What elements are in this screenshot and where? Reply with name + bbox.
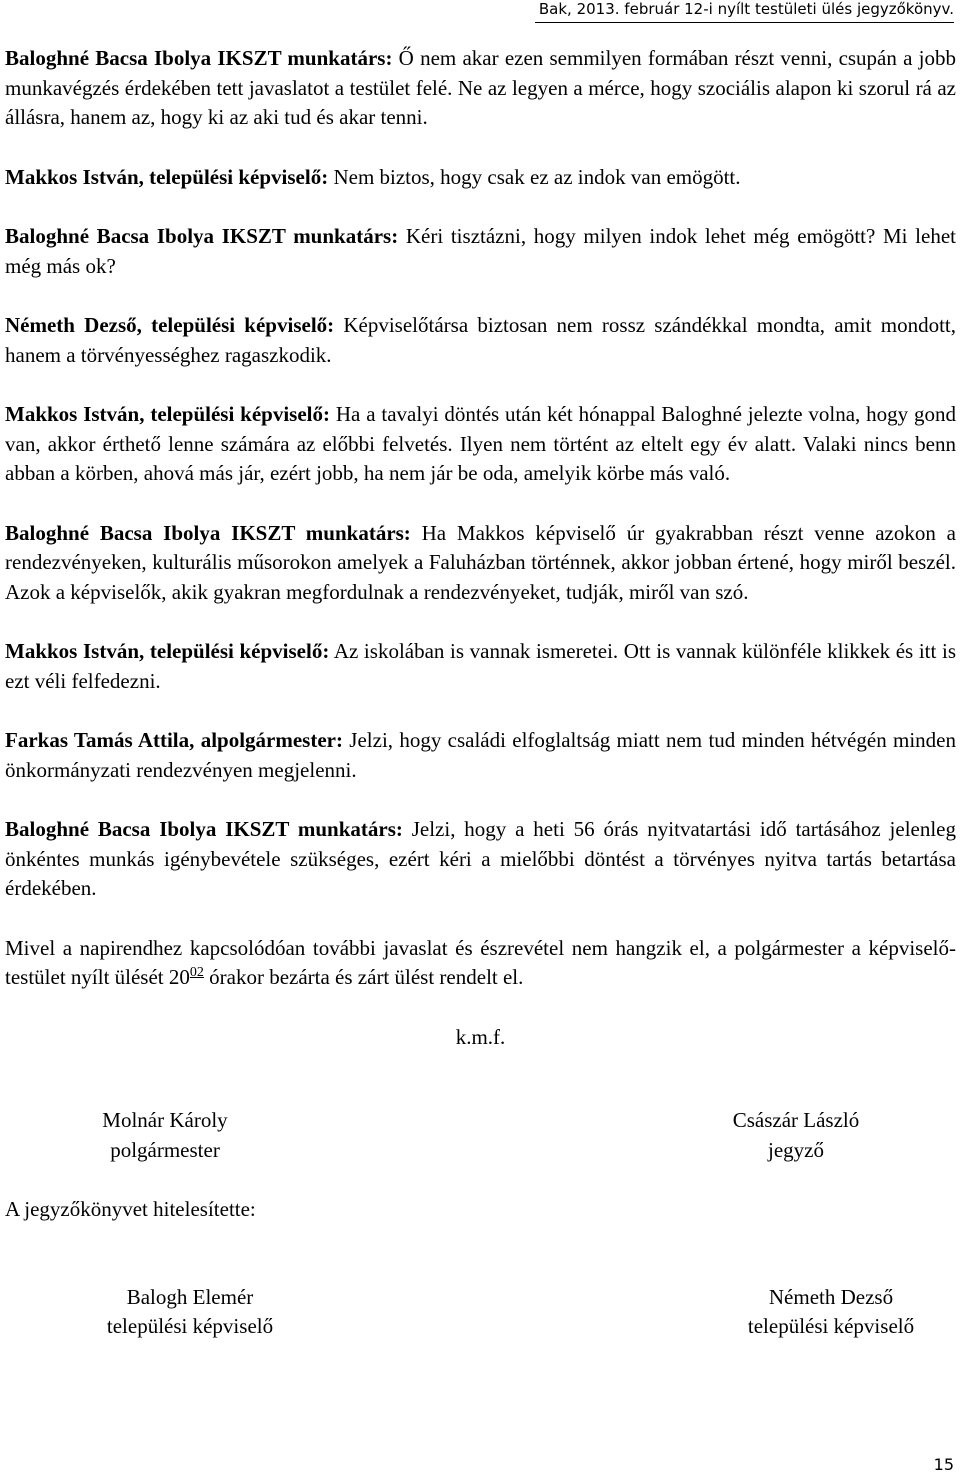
signature-notary <box>636 1106 956 1165</box>
speaker-name: Farkas Tamás Attila, alpolgármester: <box>5 728 343 752</box>
paragraph <box>5 726 956 785</box>
closing-time-minutes: 02 <box>189 965 204 980</box>
signature-authenticator-1 <box>5 1283 375 1342</box>
paragraph <box>5 222 956 281</box>
paragraph <box>5 311 956 370</box>
closing-paragraph <box>5 934 956 993</box>
signature-mayor <box>5 1106 325 1165</box>
page-header: Bak, 2013. február 12-i nyílt testületi ülés jegyzőkönyv. <box>535 0 954 23</box>
paragraph <box>5 519 956 608</box>
signature-role: polgármester <box>110 1137 220 1162</box>
paragraph-text: Kéri tisztázni, hogy milyen indok lehet még emögött? Mi lehet még más ok? <box>5 224 956 278</box>
signature-name: Molnár Károly <box>102 1108 228 1132</box>
paragraph-text: Képviselőtársa biztosan nem rossz szándékkal mondta, amit mondott, hanem a törvényességhez ragaszkodik. <box>5 313 956 367</box>
paragraph <box>5 400 956 489</box>
document-body <box>5 44 956 1342</box>
authentication-signature-row <box>5 1283 956 1342</box>
paragraph-text: Ha Makkos képviselő úr gyakrabban részt venne azokon a rendezvényeken, kulturális műsorokon amelyek a Faluházban történnek, akkor jobban értené, hogy miről beszél. Azok a képviselők, akik gyakran megfordulnak a rendezvényeket, tudják, miről van szó. <box>5 520 956 604</box>
signature-name: Németh Dezső <box>768 1284 894 1309</box>
signature-row <box>5 1106 956 1165</box>
signature-role: települési képviselő <box>106 1314 274 1338</box>
paragraph <box>5 815 956 904</box>
signature-name: Császár László <box>732 1108 860 1132</box>
paragraph-text: Ő nem akar ezen semmilyen formában részt venni, csupán a jobb munkavégzés érdekében tett javaslatot a testület felé. Ne az legyen a mérce, hogy szociális alapon ki szorul rá az állásra, hanem az, hogy ki az aki tud és akar tenni. <box>5 46 956 129</box>
speaker-name: Baloghné Bacsa Ibolya IKSZT munkatárs: <box>5 46 393 70</box>
paragraph-text: Ha a tavalyi döntés után két hónappal Baloghné jelezte volna, hogy gond van, akkor érthető lenne számára az előbbi felvetés. Ilyen nem történt az eltelt egy év alatt. Valaki nincs benn abban a körben, ahová más jár, ezért jobb, ha nem jár be oda, amelyik körbe más való. <box>5 402 956 485</box>
closing-text-end: órakor bezárta és zárt ülést rendelt el. <box>203 965 524 989</box>
authentication-label: A jegyzőkönyvet hitelesítette: <box>5 1197 256 1221</box>
paragraph-text: Jelzi, hogy a heti 56 órás nyitvatartási idő tartásához jelenleg önkéntes munkás igénybevétele szükséges, ezért kéri a mielőbbi döntést a törvényes nyitva tartás betartása érdekében. <box>5 817 956 900</box>
signature-name: Balogh Elemér <box>126 1284 254 1309</box>
speaker-name: Németh Dezső, települési képviselő: <box>5 313 335 337</box>
closing-text: Mivel a napirendhez kapcsolódóan további javaslat és észrevétel nem hangzik el, a polgármester a képviselő-testület nyílt ülését 20 <box>5 935 956 989</box>
paragraph-text: Jelzi, hogy családi elfoglaltság miatt nem tud minden hétvégén minden önkormányzati rendezvényen megjelenni. <box>5 728 956 782</box>
signature-role: jegyző <box>768 1137 824 1162</box>
kmf-mark: k.m.f. <box>455 1024 506 1049</box>
signature-authenticator-2 <box>706 1283 956 1342</box>
signature-role: települési képviselő <box>747 1314 915 1338</box>
paragraph-text: Nem biztos, hogy csak ez az indok van emögött. <box>328 164 741 189</box>
page-number: 15 <box>933 1455 954 1474</box>
speaker-name: Makkos István, települési képviselő: <box>5 402 331 426</box>
paragraph <box>5 44 956 133</box>
paragraph <box>5 163 956 193</box>
speaker-name: Baloghné Bacsa Ibolya IKSZT munkatárs: <box>5 817 403 841</box>
paragraph-text: Az iskolában is vannak ismeretei. Ott is vannak különféle klikkek és itt is ezt véli felfedezni. <box>5 639 956 693</box>
speaker-name: Baloghné Bacsa Ibolya IKSZT munkatárs: <box>5 520 411 545</box>
speaker-name: Makkos István, települési képviselő: <box>5 164 329 189</box>
paragraph <box>5 637 956 696</box>
speaker-name: Baloghné Bacsa Ibolya IKSZT munkatárs: <box>5 224 399 248</box>
speaker-name: Makkos István, települési képviselő: <box>5 639 330 663</box>
